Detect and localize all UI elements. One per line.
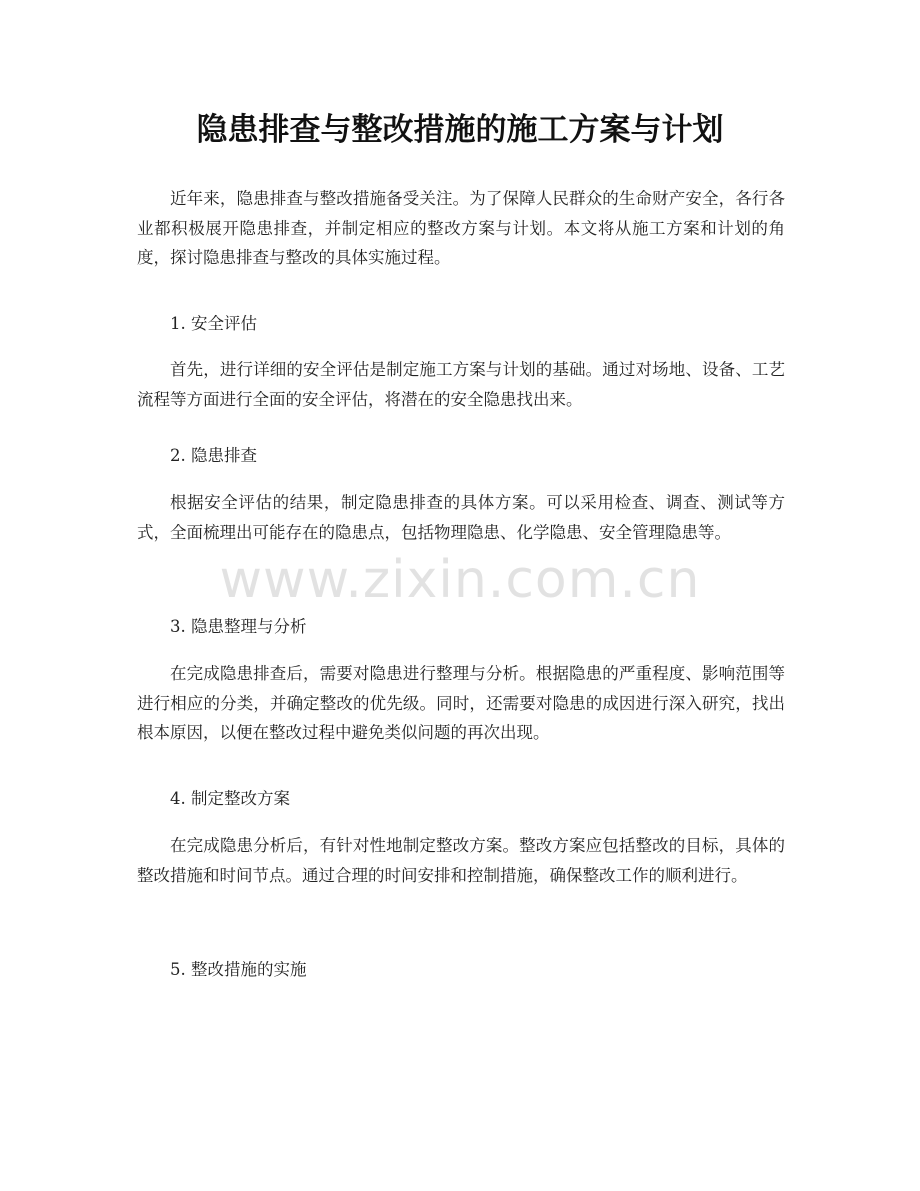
intro-paragraph: 近年来，隐患排查与整改措施备受关注。为了保障人民群众的生命财产安全，各行各业都积极展开隐患排查，并制定相应的整改方案与计划。本文将从施工方案和计划的角度，探讨隐患排查与整改的具体实施过程。	[137, 189, 785, 267]
section-paragraph-3: 在完成隐患排查后，需要对隐患进行整理与分析。根据隐患的严重程度、影响范围等进行相应的分类，并确定整改的优先级。同时，还需要对隐患的成因进行深入研究，找出根本原因，以便在整改过程中避免类似问题的再次出现。	[137, 664, 785, 742]
document-title: 隐患排查与整改措施的施工方案与计划	[196, 112, 724, 148]
section-heading-1: 1. 安全评估	[170, 314, 257, 333]
section-heading-4: 4. 制定整改方案	[170, 789, 290, 808]
section-heading-2: 2. 隐患排查	[170, 446, 257, 465]
section-heading-3: 3. 隐患整理与分析	[170, 617, 307, 636]
section-paragraph-2: 根据安全评估的结果，制定隐患排查的具体方案。可以采用检查、调查、测试等方式，全面梳理出可能存在的隐患点，包括物理隐患、化学隐患、安全管理隐患等。	[137, 493, 785, 542]
watermark-text: www.zixin.com.cn	[219, 550, 701, 610]
section-heading-5: 5. 整改措施的实施	[170, 960, 307, 979]
section-paragraph-1: 首先，进行详细的安全评估是制定施工方案与计划的基础。通过对场地、设备、工艺流程等方面进行全面的安全评估，将潜在的安全隐患找出来。	[137, 360, 785, 409]
section-paragraph-4: 在完成隐患分析后，有针对性地制定整改方案。整改方案应包括整改的目标，具体的整改措施和时间节点。通过合理的时间安排和控制措施，确保整改工作的顺利进行。	[137, 836, 785, 885]
